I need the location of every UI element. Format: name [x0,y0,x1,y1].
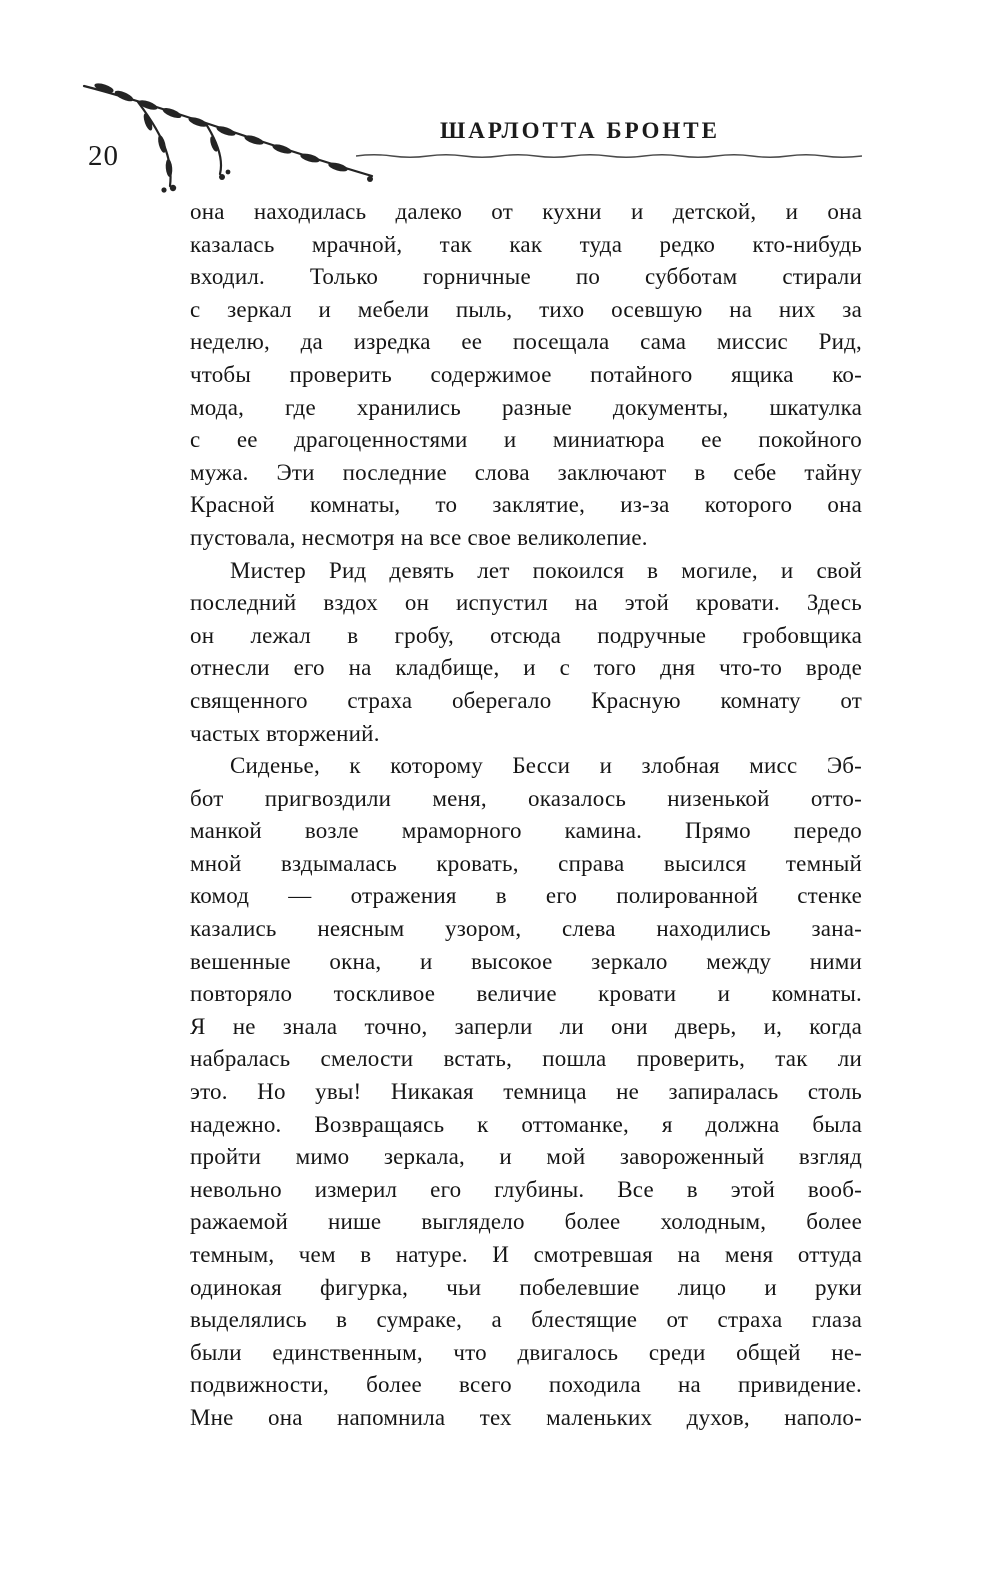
running-header: ШАРЛОТТА БРОНТЕ [440,118,720,143]
text-line: неделю, да изредка ее посещала сама миссис Рид, [190,329,862,355]
text-line: повторяло тоскливое величие кровати и комнаты. [190,981,862,1007]
body-text [190,196,862,1435]
text-line: Мистер Рид девять лет покоился в могиле, и свой [230,557,862,583]
text-line: невольно измерил его глубины. Все в этой вооб- [190,1176,862,1202]
text-line: были единственным, что двигалось среди общей не- [190,1339,862,1365]
text-line: одинокая фигурка, чьи побелевшие лицо и руки [190,1274,862,1300]
text-line: с зеркал и мебели пыль, тихо осевшую на них за [190,296,862,322]
text-line: Сиденье, к которому Бесси и злобная мисс Эб- [230,753,862,779]
header-rule [356,150,862,162]
page-number: 20 [88,140,119,172]
text-line: мужа. Эти последние слова заключают в себе тайну [190,459,862,485]
text-line: бот пригвоздили меня, оказалось низенькой отто- [190,785,862,811]
text-line: комод — отражения в его полированной стенке [190,883,862,909]
text-line: ражаемой нише выглядело более холодным, более [190,1209,862,1235]
text-line: с ее драгоценностями и миниатюра ее покойного [190,427,862,453]
text-line: Мне она напомнила тех маленьких духов, наполо- [190,1404,862,1430]
text-line: она находилась далеко от кухни и детской, и она [190,199,862,224]
text-line: казались неясным узором, слева находились зана- [190,916,862,942]
text-line: чтобы проверить содержимое потайного ящика ко- [190,361,862,387]
text-line: пустовала, несмотря на все свое великолепие. [190,524,648,550]
text-line: входил. Только горничные по субботам стирали [190,264,862,290]
text-line: казалась мрачной, так как туда редко кто-нибудь [190,231,862,257]
text-line: последний вздох он испустил на этой кровати. Здесь [190,590,862,616]
text-line: вешенные окна, и высокое зеркало между ними [190,948,862,974]
text-line: набралась смелости встать, пошла проверить, так ли [190,1046,862,1072]
text-line: мода, где хранились разные документы, шкатулка [190,394,862,420]
text-line: подвижности, более всего походила на привидение. [190,1372,862,1398]
text-line: мной вздымалась кровать, справа высился темный [190,850,862,876]
text-line: частых вторжений. [190,720,380,746]
text-line: пройти мимо зеркала, и мой завороженный взгляд [190,1144,862,1170]
text-line: Красной комнаты, то заклятие, из-за которого она [190,492,862,518]
text-line: выделялись в сумраке, а блестящие от страха глаза [190,1307,862,1333]
text-line: он лежал в гробу, отсюда подручные гробовщика [190,622,862,648]
text-line: манкой возле мраморного камина. Прямо передо [190,818,862,844]
text-line: отнесли его на кладбище, и с того дня что-то вроде [190,655,862,681]
text-line: темным, чем в натуре. И смотревшая на меня оттуда [190,1242,862,1267]
text-line: надежно. Возвращаясь к оттоманке, я должна была [190,1111,862,1137]
text-line: это. Но увы! Никакая темница не запиралась столь [190,1079,862,1105]
text-line: священного страха оберегало Красную комнату от [190,687,862,713]
text-line: Я не знала точно, заперли ли они дверь, и, когда [190,1013,862,1039]
